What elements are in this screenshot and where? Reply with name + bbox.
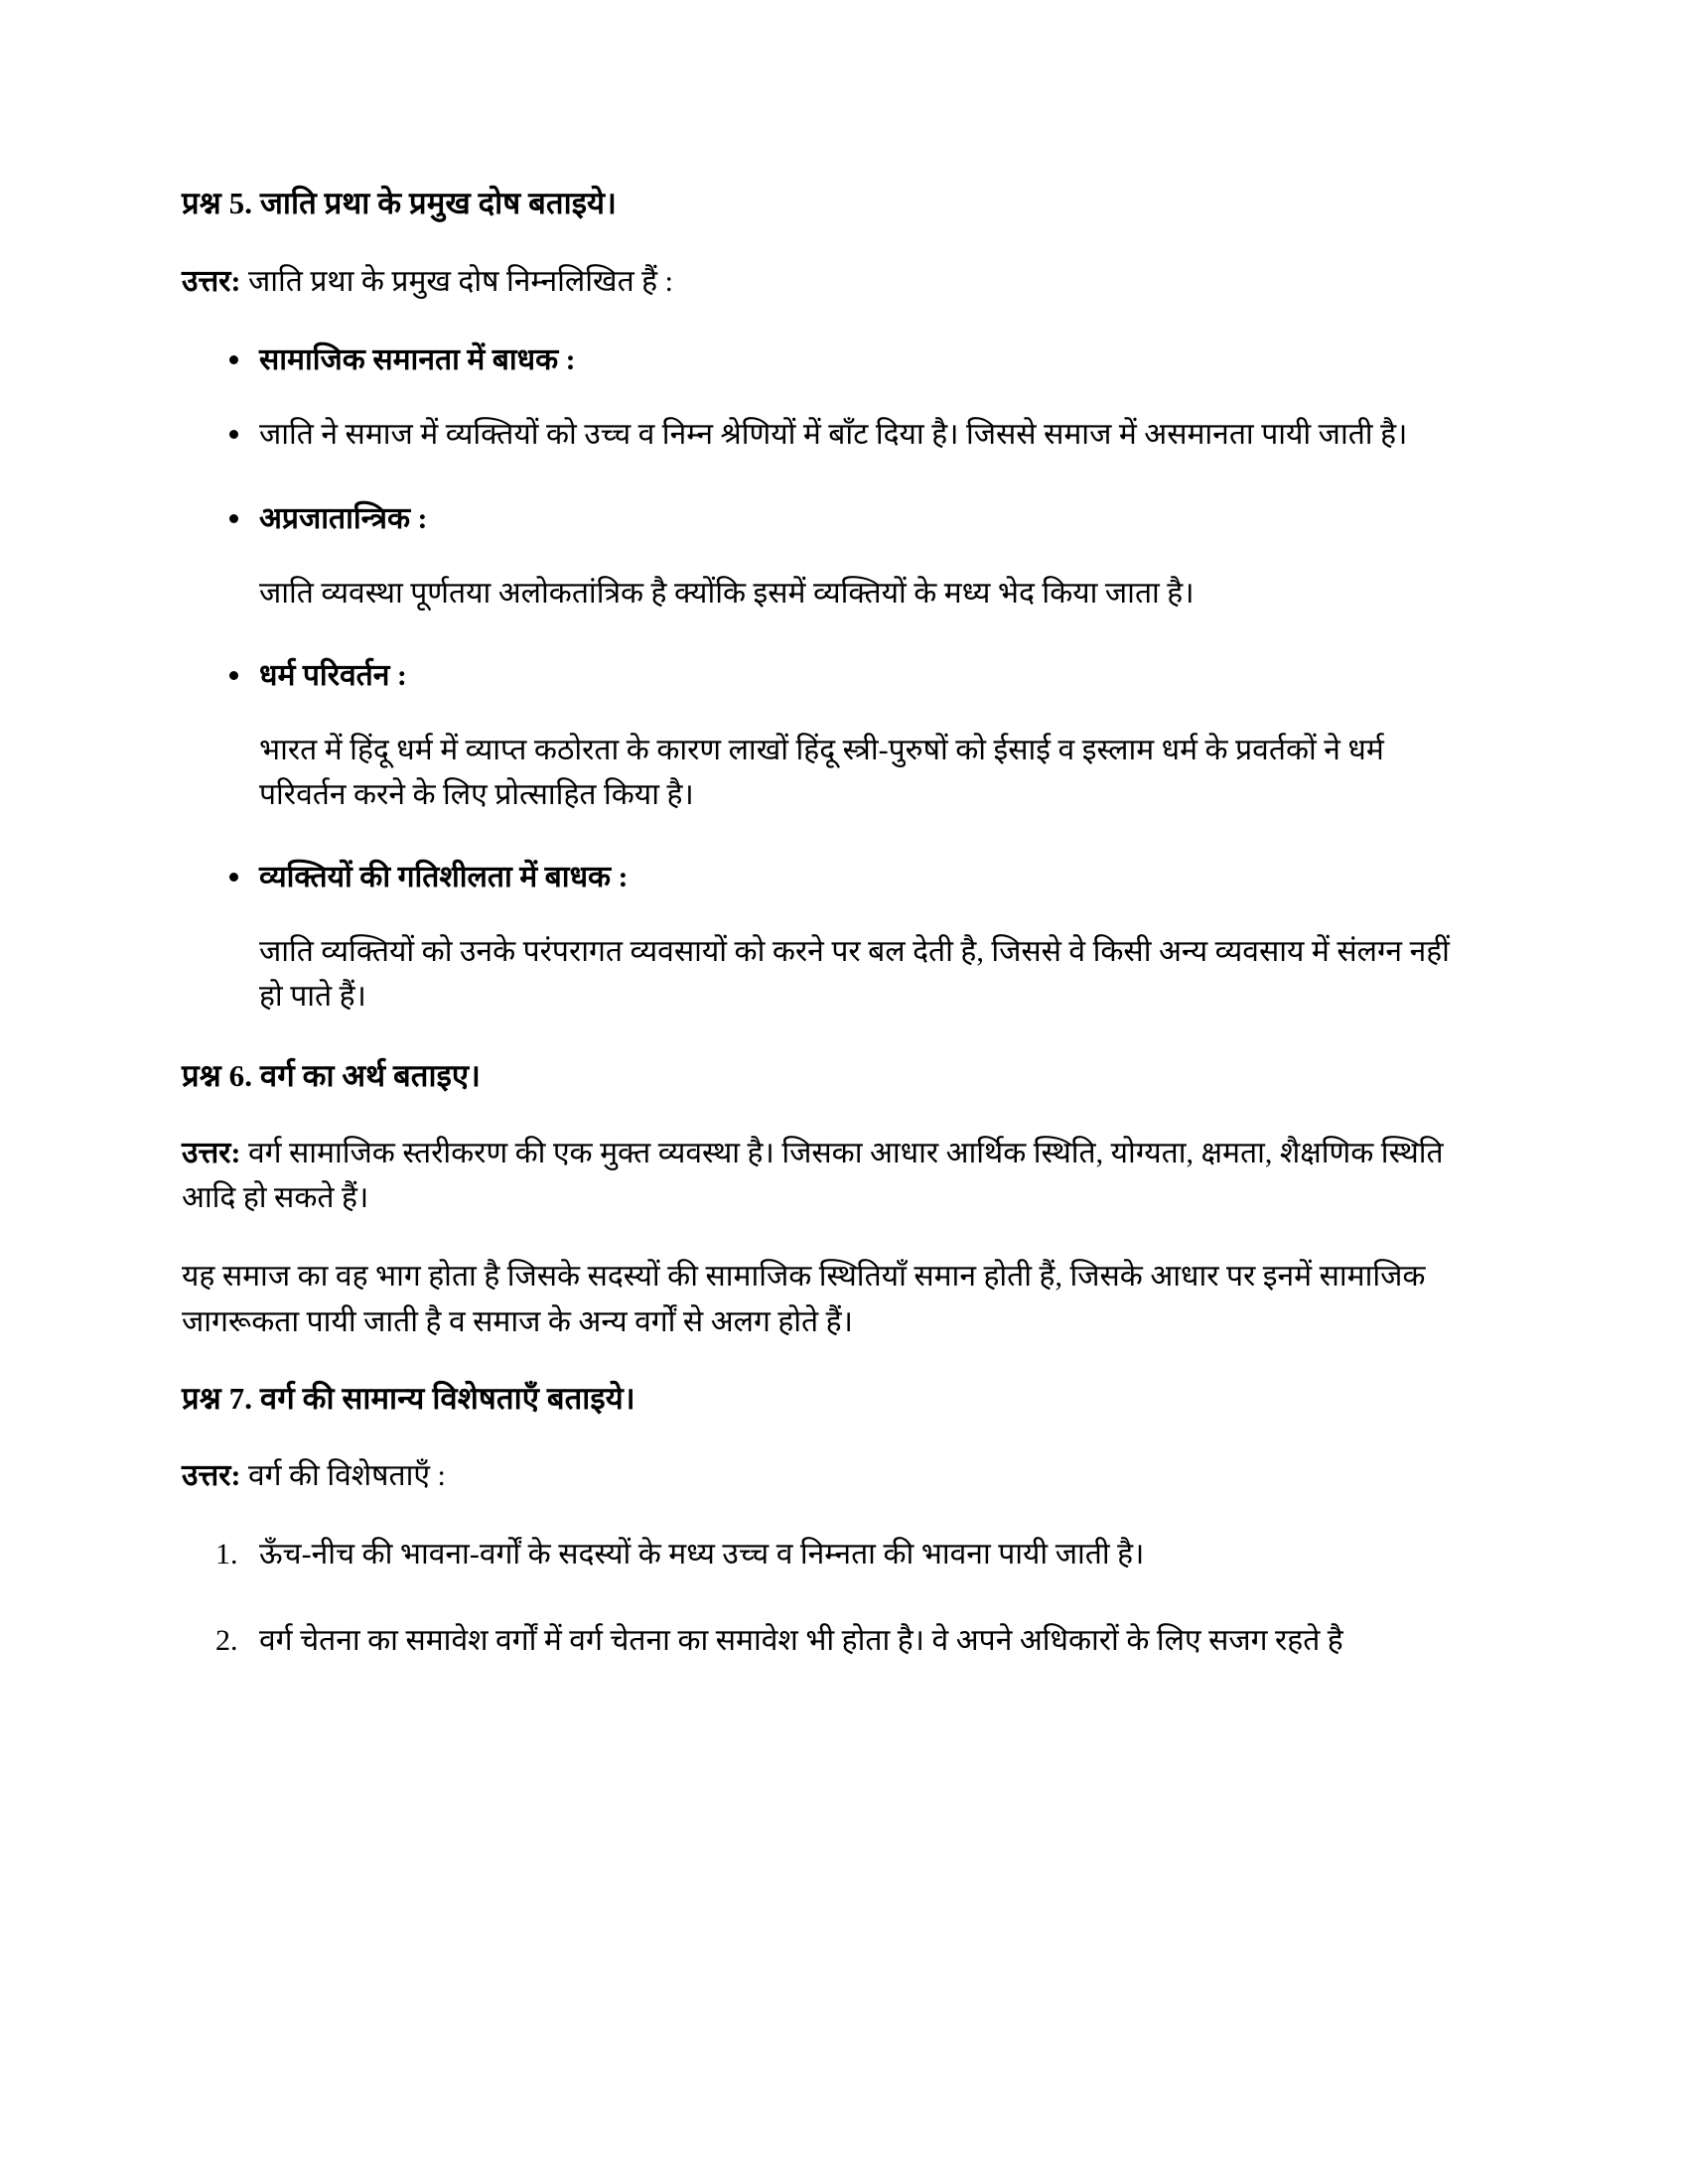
- subparagraph-religious-conversion: भारत में हिंदू धर्म में व्याप्त कठोरता के कारण लाखों हिंदू स्त्री-पुरुषों को ईसाई व इस्लाम धर्म के प्रवर्तकों ने धर्म परिवर्तन करने के लिए प्रोत्साहित किया है।: [259, 733, 1384, 811]
- answer-text-6: वर्ग सामाजिक स्तरीकरण की एक मुक्त व्यवस्था है। जिसका आधार आर्थिक स्थिति, योग्यता, क्षमता, शैक्षणिक स्थिति आदि हो सकते हैं।: [182, 1137, 1444, 1215]
- subparagraph-undemocratic: जाति व्यवस्था पूर्णतया अलोकतांत्रिक है क्योंकि इसमें व्यक्तियों के मध्य भेद किया जाता है।: [259, 576, 1195, 610]
- answer-label-6: उत्तर:: [182, 1137, 241, 1170]
- conversion-bullet-list: [182, 653, 1453, 698]
- bullet-item-social-equality-detail: जाति ने समाज में व्यक्तियों को उच्च व निम्न श्रेणियों में बाँट दिया है। जिससे समाज में असमानता पायी जाती है।: [182, 412, 1453, 457]
- undemocratic-bullet-list: [182, 496, 1453, 541]
- answer-text-7: वर्ग की विशेषताएँ :: [240, 1459, 446, 1493]
- defects-bullet-list: [182, 338, 1453, 457]
- answer-label-7: उत्तर:: [182, 1459, 241, 1493]
- answer-paragraph-5: [182, 259, 1453, 304]
- mobility-bullet-list: [182, 855, 1453, 899]
- question-heading-6: प्रश्न 6. वर्ग का अर्थ बताइए।: [182, 1057, 481, 1093]
- answer-label-5: उत्तर:: [182, 264, 241, 298]
- question-heading-7: प्रश्न 7. वर्ग की सामान्य विशेषताएँ बताइये।: [182, 1380, 635, 1416]
- question-heading-5: प्रश्न 5. जाति प्रथा के प्रमुख दोष बताइये।: [182, 186, 617, 220]
- class-features-numbered-list: [182, 1532, 1453, 1663]
- answer-paragraph-6: [182, 1131, 1453, 1220]
- document-body: [182, 184, 1453, 1663]
- numbered-list-item: ऊँच-नीच की भावना-वर्गों के सदस्यों के मध्य उच्च व निम्नता की भावना पायी जाती है।: [259, 1538, 1145, 1571]
- numbered-list-item: वर्ग चेतना का समावेश वर्गों में वर्ग चेतना का समावेश भी होता है। वे अपने अधिकारों के लिए सजग रहते है: [259, 1624, 1343, 1658]
- answer-text-5: जाति प्रथा के प्रमुख दोष निम्नलिखित हैं :: [240, 264, 673, 298]
- answer-extra-paragraph-6: यह समाज का वह भाग होता है जिसके सदस्यों की सामाजिक स्थितियाँ समान होती हैं, जिसके आधार पर इनमें सामाजिक जागरूकता पायी जाती है व समाज के अन्य वर्गों से अलग होते हैं।: [182, 1260, 1426, 1338]
- bullet-subheading-undemocratic: अप्रजातान्त्रिक :: [182, 496, 1453, 541]
- bullet-subheading-mobility-hindrance: व्यक्तियों की गतिशीलता में बाधक :: [182, 855, 1453, 899]
- bullet-subheading-social-equality: सामाजिक समानता में बाधक :: [182, 338, 1453, 382]
- bullet-subheading-religious-conversion: धर्म परिवर्तन :: [182, 653, 1453, 698]
- subparagraph-mobility-hindrance: जाति व्यक्तियों को उनके परंपरागत व्यवसायों को करने पर बल देती है, जिससे वे किसी अन्य व्यवसाय में संलग्न नहीं हो पाते हैं।: [259, 934, 1450, 1013]
- answer-paragraph-7: [182, 1453, 1453, 1498]
